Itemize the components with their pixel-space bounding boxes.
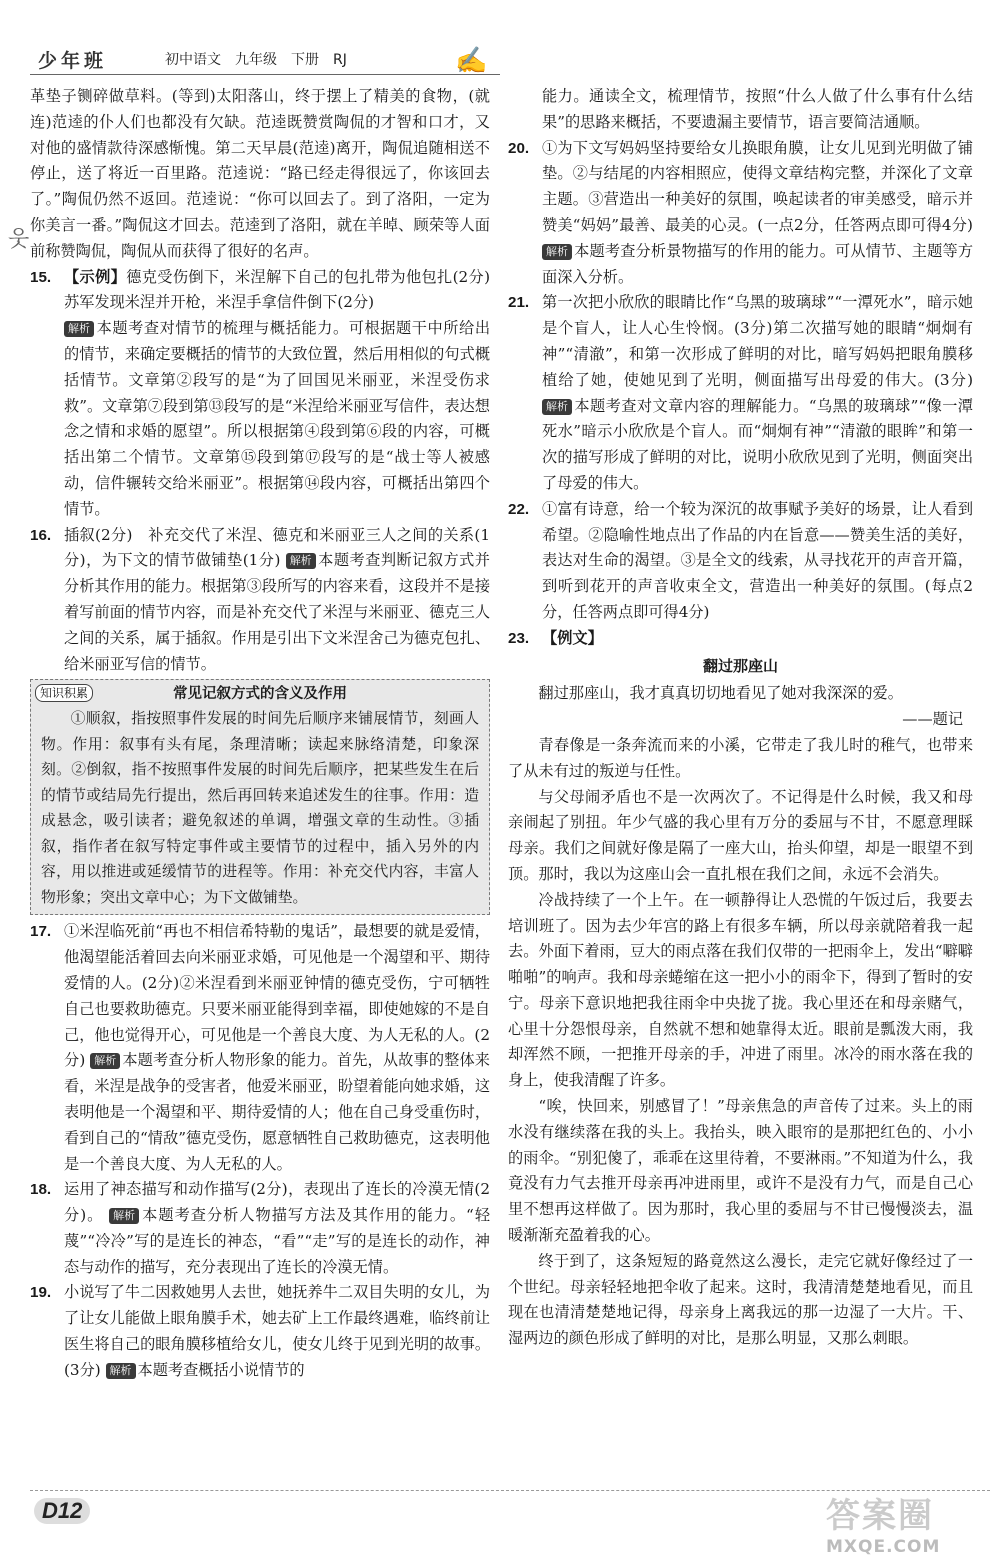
question-number: 18. — [30, 1181, 52, 1199]
analysis-text: 本题考查对情节的梳理与概括能力。可根据题干中所给出的情节，来确定要概括的情节的大致位置，然后用相似的句式概括情节。文章第②段写的是“为了回国见米丽亚，米涅受伤求救”。文章第⑦段到第⑬段写的是“米涅给米丽亚写信件，表达想念之情和求婚的愿望”。所以根据第④段到第⑥段的内容，可概括出第二个情节。文章第⑮段到第⑰段写的是“战士等人被感动，信件辗转交给米丽亚”。根据第⑭段内容，可概括出第四个情节。 — [64, 319, 490, 518]
analysis-badge: 解析 — [286, 553, 316, 569]
essay-title: 翻过那座山 — [702, 656, 778, 675]
knowledge-box — [30, 679, 490, 915]
question-number: 21. — [508, 294, 530, 312]
answer-text: ①米涅临死前“再也不相信希特勒的鬼话”，最想要的就是爱情，他渴望能活着回去向米丽亚求婚，可见他是一个渴望和平、期待爱情的人。(2分)②米涅看到米丽亚钟情的德克受伤，宁可牺牲自己也要救助德克。只要米丽亚能得到幸福，即使她嫁的不是自己，他也觉得开心，可见他是一个善良大度、为人无私的人。(2分) — [64, 922, 490, 1070]
left-column — [30, 84, 506, 1384]
essay-paragraph: 与父母闹矛盾也不是一次两次了。不记得是什么时候，我又和母亲闹起了别扭。年少气盛的我心里有万分的委屈与不甘，不愿意理睬母亲。我们之间就好像是隔了一座大山，抬头仰望，却是一眼望不到顶。那时，我以为这座山会一直扎根在我们之间，永远不会消失。 — [508, 787, 973, 883]
answer-text: ①为下文写妈妈坚持要给女儿换眼角膜，让女儿见到光明做了铺垫。②与结尾的内容相照应，使得文章结构完整，并深化了文章主题。③营造出一种美好的氛围，唤起读者的审美感受，暗示并赞美“妈妈”最善、最美的心灵。(一点2分，任答两点即可得4分) — [542, 138, 973, 234]
header-rule — [30, 74, 500, 75]
watermark — [826, 1488, 976, 1556]
answer-text: 运用了神态描写和动作描写(2分)，表现出了连长的冷漠无情(2分)。 — [64, 1180, 490, 1225]
answer-19 — [30, 1280, 490, 1383]
knowledge-title: 常见记叙方式的含义及作用 — [173, 686, 347, 703]
answer-17 — [30, 919, 490, 1177]
knowledge-text: ①顺叙，指按照事件发展的时间先后顺序来铺展情节，刻画人物。作用：叙事有头有尾，条理清晰；读起来脉络清楚，印象深刻。②倒叙，指不按照事件发展的时间先后顺序，把某些发生在后的情节或结局先行提出，然后再回转来追述发生的往事。作用：造成悬念，吸引读者；避免叙述的单调，增强文章的生动性。③插叙，指作者在叙写特定事件或主要情节的过程中，插入另外的内容，用以推进或延缓情节的进程等。作用：补充交代内容，丰富人物形象；突出文章中心；为下文做铺垫。 — [41, 710, 479, 906]
analysis-text: 能力。通读全文，梳理情节，按照“什么人做了什么事有什么结果”的思路来概括，不要遗漏主要情节，语言要简洁通顺。 — [542, 87, 973, 131]
right-column — [508, 84, 973, 1352]
page-header — [30, 40, 510, 80]
answer-19-continued — [508, 84, 973, 136]
doodle-icon: ✍ — [455, 46, 488, 76]
analysis-badge: 解析 — [109, 1208, 139, 1224]
question-number: 23. — [508, 629, 530, 647]
watermark-url: MXQE.COM — [826, 1537, 941, 1556]
stick-figure-icon: 웃 — [8, 227, 30, 252]
question-number: 17. — [30, 923, 52, 941]
question-number: 22. — [508, 500, 530, 518]
answer-16 — [30, 523, 490, 678]
page-number: D12 — [34, 1498, 90, 1524]
example-label: 【例文】 — [542, 628, 603, 647]
analysis-badge: 解析 — [542, 244, 572, 260]
answer-23 — [508, 626, 973, 652]
answer-text: ①富有诗意，给一个较为深沉的故事赋予美好的场景，让人看到希望。②隐喻性地点出了作品的内在旨意——赞美生活的美好，表达对生命的渴望。③是全文的线索，从寻找花开的声音开篇，到听到花开的声音收束全文，营造出一种美好的氛围。(每点2分，任答两点即可得4分) — [542, 499, 973, 621]
analysis-text: 本题考查分析人物形象的能力。首先，从故事的整体来看，米涅是战争的受害者，他爱米丽亚，盼望着能向她求婚，这表明他是一个渴望和平、期待爱情的人；他在自己身受重伤时，看到自己的“情敌”德克受伤，愿意牺牲自己救助德克，这表明他是一个善良大度、为人无私的人。 — [64, 1051, 490, 1173]
question-number: 15. — [30, 268, 52, 286]
analysis-text: 本题考查分析人物描写方法及其作用的能力。“轻蔑”“冷冷”写的是连长的神态，“看”“走”写的是连长的动作，神态与动作的描写，充分表现出了连长的冷漠无情。 — [64, 1206, 491, 1276]
example-essay — [508, 654, 973, 1353]
brand-logo: 少年班 — [38, 50, 108, 72]
q14-translation-continued: 革垫子铡碎做草料。(等到)太阳落山，终于摆上了精美的食物，(就连)范逵的仆人们也都没有欠缺。范逵既赞赏陶侃的才智和口才，又对他的盛情款待深感惭愧。第二天早晨(范逵)离开，陶侃追随相送不停止，送了将近一百里路。范逵说：“路已经走得很远了，你该回去了。”陶侃仍然不返回。范逵说：“你可以回去了。到了洛阳，一定为你美言一番。”陶侃这才回去。范逵到了洛阳，就在羊晫、顾荣等人面前称赞陶侃，陶侃从而获得了很好的名声。 — [30, 87, 490, 260]
analysis-badge: 解析 — [90, 1053, 120, 1069]
analysis-text: 本题考查概括小说情节的 — [137, 1360, 305, 1379]
question-number: 19. — [30, 1284, 52, 1302]
analysis-text: 本题考查对文章内容的理解能力。“乌黑的玻璃球”“像一潭死水”暗示小欣欣是个盲人。而“炯炯有神”“清澈的眼眸”和第一次的描写形成了鲜明的对比，说明小欣欣见到了光明，侧面突出了母爱的伟大。 — [542, 396, 973, 492]
essay-paragraph: 终于到了，这条短短的路竟然这么漫长，走完它就好像经过了一个世纪。母亲轻轻地把伞收了起来。这时，我清清楚楚地看见，而且现在也清清楚楚地记得，母亲身上离我远的那一边湿了一大片。干、湿两边的颜色形成了鲜明的对比，是那么明显，又那么刺眼。 — [508, 1251, 973, 1348]
knowledge-label: 知识积累 — [35, 684, 93, 702]
answer-22 — [508, 497, 973, 626]
watermark-logo: 答案圈 — [826, 1496, 934, 1536]
essay-epigraph-signature: ——题记 — [902, 710, 963, 729]
essay-paragraph: 冷战持续了一个上午。在一顿静得让人恐慌的午饭过后，我要去培训班了。因为去少年宫的路上有很多车辆，所以母亲就陪着我一起去。外面下着雨，豆大的雨点落在我们仅带的一把雨伞上，发出“噼噼啪啪”的响声。我和母亲蜷缩在这一把小小的雨伞下，得到了暂时的安宁。母亲下意识地把我往雨伞中央拢了拢。我心里还在和母亲赌气，心里十分怨恨母亲，自然就不想和她靠得太近。眼前是瓢泼大雨，我却浑然不顾，一把推开母亲的手，冲进了雨里。冰冷的雨水落在我的身上，使我清醒了许多。 — [508, 890, 973, 1090]
analysis-badge: 解析 — [542, 399, 572, 415]
answer-18 — [30, 1177, 490, 1280]
answer-15 — [30, 265, 506, 523]
question-number: 20. — [508, 139, 530, 157]
analysis-text: 本题考查判断记叙方式并分析其作用的能力。根据第③段所写的内容来看，这段并不是接着写前面的情节内容，而是补充交代了米涅与米丽亚、德克三人之间的关系，属于插叙。作用是引出下文米涅舍己为德克包扎、给米丽亚写信的情节。 — [64, 551, 490, 673]
essay-paragraph: “唉，快回来，别感冒了！”母亲焦急的声音传了过来。头上的雨水没有继续落在我的头上。我抬头，映入眼帘的是那把红色的、小小的雨伞。“别犯傻了，乖乖在这里待着，不要淋雨。”不知道为什么，我竟没有力气去推开母亲再冲进雨里，或许不是没有力气，而是自己心里不想再这样做了。因为那时，我心里的委屈与不甘已慢慢淡去，温暖渐渐充盈着我的心。 — [508, 1097, 973, 1245]
analysis-text: 本题考查分析景物描写的作用的能力。可从情节、主题等方面深入分析。 — [542, 241, 973, 286]
answer-text: 第一次把小欣欣的眼睛比作“乌黑的玻璃球”“一潭死水”，暗示她是个盲人，让人心生怜悯。(3分)第二次描写她的眼睛“炯炯有神”“清澈”，和第一次形成了鲜明的对比，暗写妈妈把眼角膜移植给了她，使她见到了光明，侧面描写出母爱的伟大。(3分) — [542, 293, 973, 389]
header-info: 初中语文 九年级 下册 RJ — [165, 52, 347, 68]
answer-text: 小说写了牛二因救她男人去世，她抚养牛二双目失明的女儿，为了让女儿能做上眼角膜手术，她去矿上工作最终遇难，临终前让医生将自己的眼角膜移植给女儿，使女儿终于见到光明的故事。(3分) — [64, 1283, 490, 1379]
answer-21 — [508, 290, 973, 496]
analysis-badge: 解析 — [64, 321, 94, 337]
essay-epigraph: 翻过那座山，我才真真切切地看见了她对我深深的爱。 — [538, 684, 903, 703]
question-number: 16. — [30, 526, 52, 544]
knowledge-box-header — [41, 682, 479, 706]
answer-text: 德克受伤倒下，米涅解下自己的包扎带为他包扎(2分) 苏军发现米涅并开枪，米涅手拿信件倒下(2分) — [64, 267, 506, 312]
essay-paragraph: 青春像是一条奔流而来的小溪，它带走了我儿时的稚气，也带来了从未有过的叛逆与任性。 — [508, 735, 973, 780]
answer-text: 插叙(2分) 补充交代了米涅、德克和米丽亚三人之间的关系(1分)，为下文的情节做铺垫(1分) — [64, 525, 490, 570]
analysis-badge: 解析 — [106, 1363, 136, 1379]
example-label: 【示例】 — [64, 267, 127, 286]
answer-20 — [508, 136, 973, 291]
